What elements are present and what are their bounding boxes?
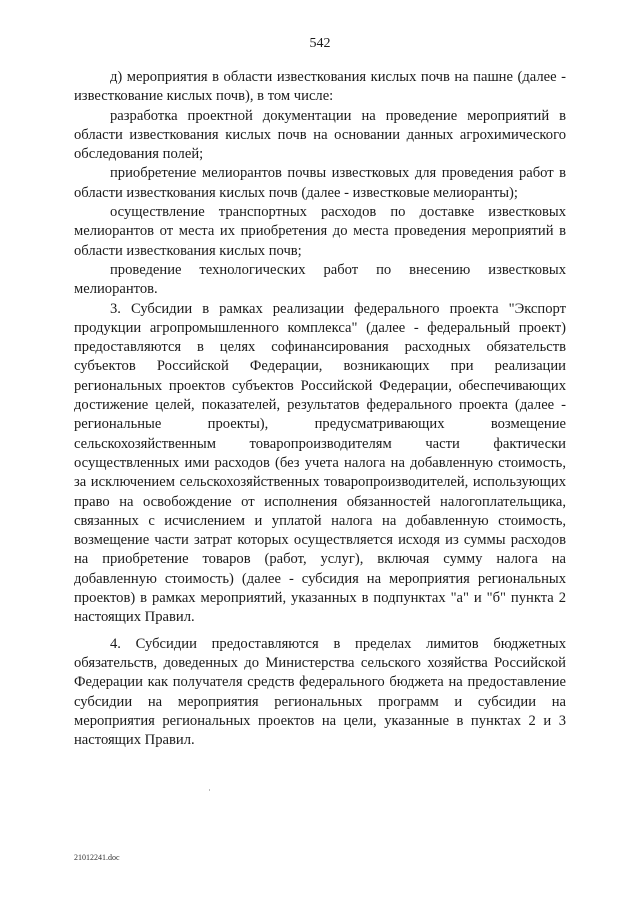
paragraph-transport-costs: осуществление транспортных расходов по доставке известковых мелиорантов от места их приобретения до места проведения мероприятий в области известкования кислых почв; <box>74 204 566 259</box>
paragraph-clause-3: 3. Субсидии в рамках реализации федерального проекта "Экспорт продукции агропромышленного комплекса" (далее - федеральный проект) предоставляются в целях софинансирования расходных обязательств субъектов Российской Федерации, возникающих при реализации региональных проектов субъектов Российской Федерации, обеспечивающих достижение целей, показателей, результатов федерального проекта (далее - региональные проекты), предусматривающих возмещение сельскохозяйственным товаропроизводителям части фактически осуществленных ими расходов (без учета налога на добавленную стоимость, за исключением сельскохозяйственных товаропроизводителей, использующих право на освобождение от исполнения обязанностей налогоплательщика, связанных с исчислением и уплатой налога на добавленную стоимость, возмещение части затрат которых осуществляется исходя из суммы расходов на приобретение товаров (работ, услуг), включая сумму налога на добавленную стоимость) (далее - субсидия на мероприятия региональных проектов) в рамках мероприятий, указанных в подпунктах "а" и "б" пункта 2 настоящих Правил. <box>74 300 566 626</box>
scan-speck <box>209 789 210 791</box>
paragraph-clause-4: 4. Субсидии предоставляются в пределах лимитов бюджетных обязательств, доведенных до Министерства сельского хозяйства Российской Федерации как получателя средств федерального бюджета на предоставление субсидии на мероприятия региональных программ и субсидии на мероприятия региональных проектов на цели, указанные в пунктах 2 и 3 настоящих Правил. <box>74 635 566 749</box>
footer-filename: 21012241.doc <box>74 853 120 862</box>
paragraph-project-documentation: разработка проектной документации на проведение мероприятий в области известкования кислых почв на основании данных агрохимического обследования полей; <box>74 107 566 163</box>
paragraph-liming-item: д) мероприятия в области известкования кислых почв на пашне (далее - известкование кислых почв), в том числе: <box>74 69 566 105</box>
paragraph-ameliorant-purchase: приобретение мелиорантов почвы известковых для проведения работ в области известкования кислых почв (далее - известковые мелиоранты); <box>74 165 566 201</box>
paragraph-technological-works: проведение технологических работ по внесению известковых мелиорантов. <box>74 261 566 298</box>
document-body <box>74 68 566 750</box>
page-number: 542 <box>309 36 331 51</box>
